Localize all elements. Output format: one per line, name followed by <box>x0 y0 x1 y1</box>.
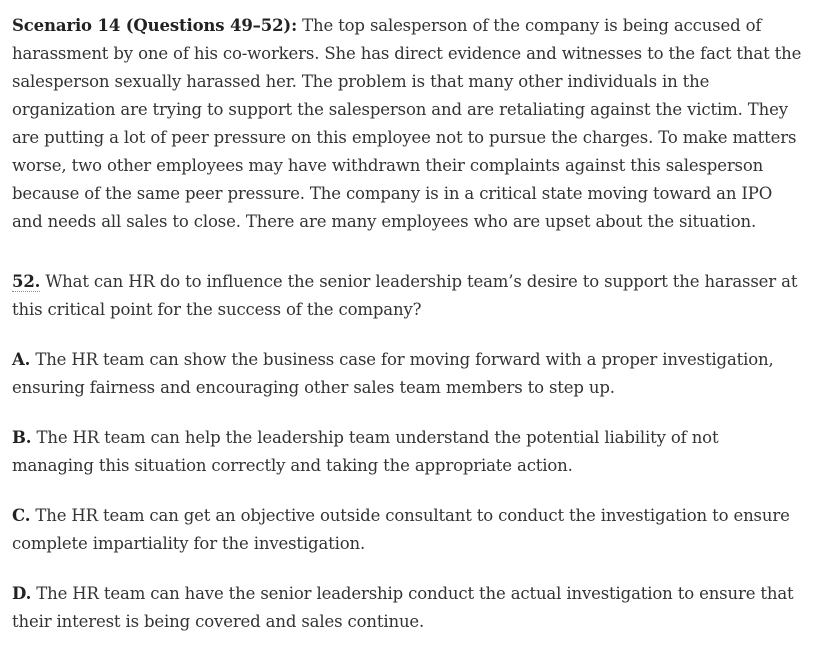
option-letter-c: C. <box>12 506 31 525</box>
option-text-b: The HR team can help the leadership team understand the potential liability of not managing this situation correctly and taking the appropriate action. <box>12 428 719 475</box>
option-letter-d: D. <box>12 584 32 603</box>
option-letter-b: B. <box>12 428 32 447</box>
question-stem <box>12 268 802 324</box>
scenario-text: The top salesperson of the company is being accused of harassment by one of his co-workers. She has direct evidence and witnesses to the fact that the salesperson sexually harassed her. The problem is that many other individuals in the organization are trying to support the salesperson and are retaliating against the victim. They are putting a lot of peer pressure on this employee not to pursue the charges. To make matters worse, two other employees may have withdrawn their complaints against this salesperson because of the same peer pressure. The company is in a critical state moving toward an IPO and needs all sales to close. There are many employees who are upset about the situation. <box>12 16 802 231</box>
option-text-c: The HR team can get an objective outside consultant to conduct the investigation to ensure complete impartiality for the investigation. <box>12 506 790 553</box>
scenario-paragraph <box>12 12 802 236</box>
answer-option-c <box>12 502 802 558</box>
answer-option-a <box>12 346 802 402</box>
scenario-label: Scenario 14 (Questions 49–52): <box>12 16 298 35</box>
option-text-a: The HR team can show the business case for moving forward with a proper investigation, ensuring fairness and encouraging other sales team members to step up. <box>12 350 774 397</box>
question-page <box>12 12 802 658</box>
option-letter-a: A. <box>12 350 31 369</box>
answer-option-b <box>12 424 802 480</box>
option-text-d: The HR team can have the senior leadership conduct the actual investigation to ensure that their interest is being covered and sales continue. <box>12 584 794 631</box>
question-text: What can HR do to influence the senior leadership team’s desire to support the harasser at this critical point for the success of the company? <box>12 272 798 319</box>
answer-option-d <box>12 580 802 636</box>
question-number: 52. <box>12 272 41 291</box>
